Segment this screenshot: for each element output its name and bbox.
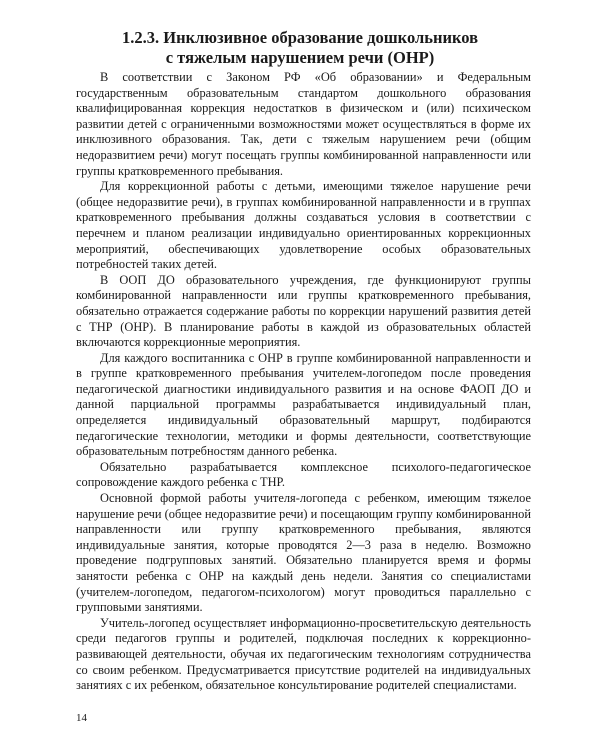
section-title	[40, 28, 560, 68]
body-text	[76, 70, 531, 694]
paragraph: В соответствии с Законом РФ «Об образовании» и Федеральным государственным образовательным стандартом дошкольного образования квалифицированная коррекция недостатков в физическом и (или) психическом развитии детей с ограниченными возможностями может осуществляться в форме их инклюзивного образования. Так, дети с тяжелым нарушением речи (общим недоразвитием речи) могут посещать группы комбинированной направленности или группы кратковременного пребывания.	[76, 70, 531, 178]
paragraph: Обязательно разрабатывается комплексное психолого-педагогическое сопровождение каждого ребенка с ТНР.	[76, 459, 531, 490]
paragraph: В ООП ДО образовательного учреждения, где функционируют группы комбинированной направленности или группы кратковременного пребывания, обязательно отражается содержание работы по коррекции нарушений развития детей с ТНР (ОНР). В планирование работы в каждой из образовательных областей включаются коррекционные мероприятия.	[76, 272, 531, 350]
paragraph: Учитель-логопед осуществляет информационно-просветительскую деятельность среди педагогов группы и родителей, подключая последних к коррекционно-развивающей деятельности, обучая их педагогическим технологиям сотрудничества со своим ребенком. Предусматривается присутствие родителей на индивидуальных занятиях с их ребенком, обязательное консультирование родителей специалистами.	[76, 615, 531, 693]
paragraph: Для каждого воспитанника с ОНР в группе комбинированной направленности и в группе кратковременного пребывания учителем-логопедом после проведения педагогической диагностики индивидуального развития и на основе ФАОП ДО и данной парциальной программы разрабатывается индивидуальный план, определяется индивидуальный образовательный маршрут, подбираются педагогические технологии, методики и формы деятельности, соответствующие образовательным потребностям данного ребенка.	[76, 350, 531, 459]
section-title-line-2: с тяжелым нарушением речи (ОНР)	[165, 48, 435, 67]
paragraph: Основной формой работы учителя-логопеда с ребенком, имеющим тяжелое нарушение речи (общее недоразвитие речи) и посещающим группу комбинированной направленности или группу кратковременного пребывания, являются индивидуальные занятия, которые проводятся 2—3 раза в неделю. Возможно проведение подгрупповых занятий. Обязательно планируется время и формы занятости ребенка с ОНР на каждый день недели. Занятия со специалистами (учителем-логопедом, педагогом-психологом) могут проводиться параллельно с групповыми занятиями.	[76, 491, 531, 615]
section-title-line-1: 1.2.3. Инклюзивное образование дошкольников	[121, 28, 479, 47]
paragraph: Для коррекционной работы с детьми, имеющими тяжелое нарушение речи (общее недоразвитие речи), в группах комбинированной направленности и в группах кратковременного пребывания должны создаваться условия в соответствии с перечнем и планом реализации индивидуально ориентированных коррекционных мероприятий, обеспечивающих удовлетворение особых образовательных потребностей таких детей.	[76, 179, 531, 272]
page-number: 14	[76, 712, 87, 724]
